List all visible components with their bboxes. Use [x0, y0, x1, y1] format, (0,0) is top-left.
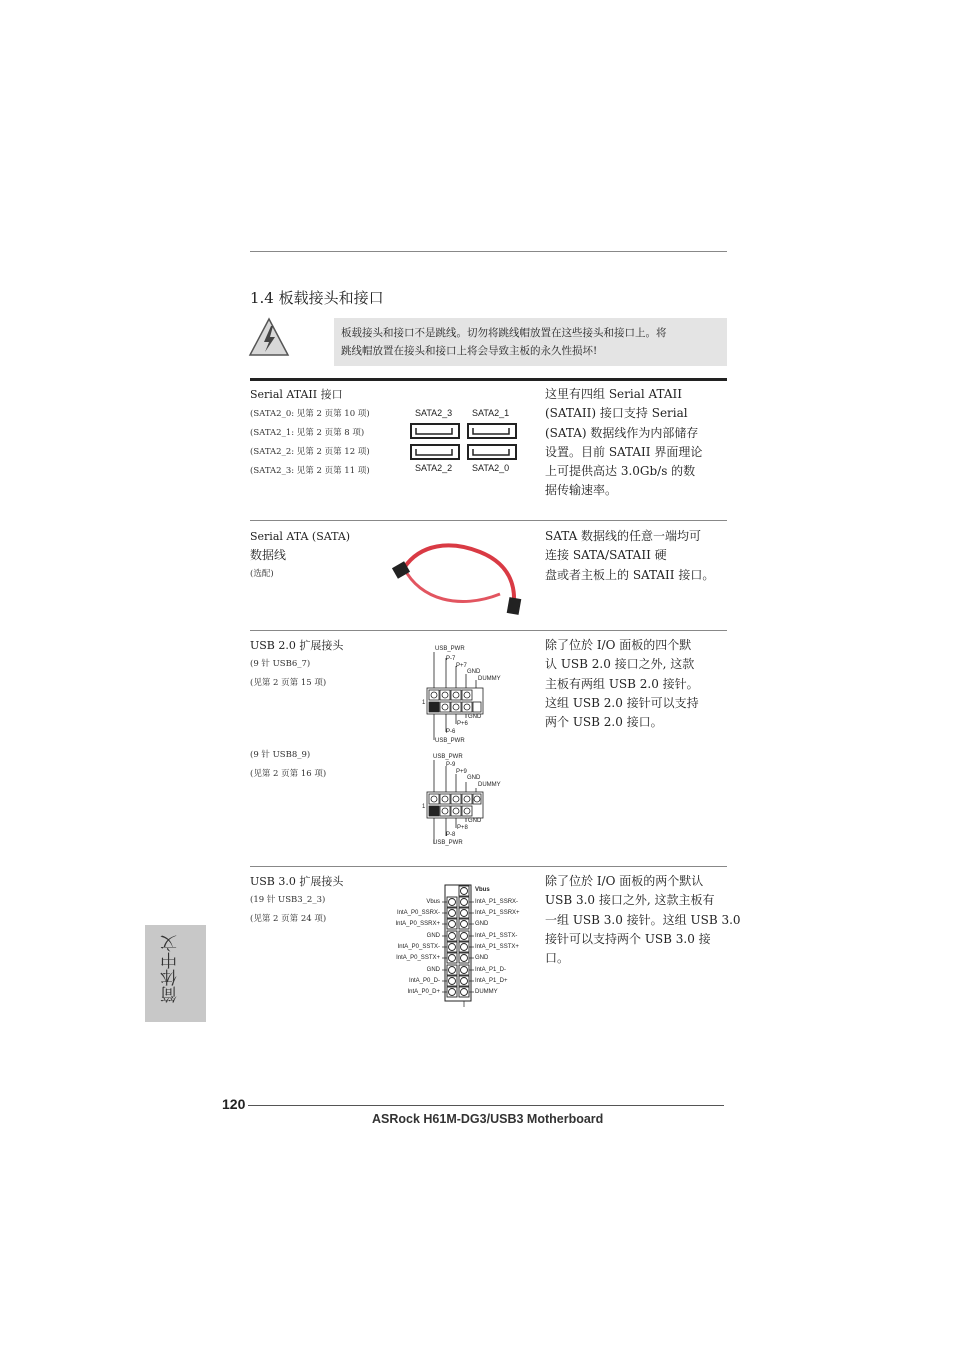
sata-cable-label-2: 数据线 [250, 548, 287, 562]
usb2-h2-top: USB_PWR [433, 754, 463, 760]
usb2-h2-p2: P+9 [456, 769, 467, 775]
footer-title: ASRock H61M-DG3/USB3 Motherboard [372, 1112, 604, 1126]
sata-desc-3: 设置。目前 SATAII 界面理论 [545, 444, 703, 459]
usb3-left-pin-2: IntA_P0_SSRX+ [395, 921, 440, 927]
usb2-h1-p4: P-6 [446, 729, 456, 735]
divider-2 [250, 630, 727, 631]
usb2-h1-p2: P+7 [456, 663, 467, 669]
usb2-h1-gnd2: GND [468, 714, 482, 720]
usb2-desc-3: 这组 USB 2.0 接针可以支持 [545, 695, 699, 710]
usb3-label: USB 3.0 扩展接头 [250, 875, 344, 888]
usb2-desc-1: 认 USB 2.0 接口之外, 这款 [545, 657, 695, 672]
usb3-right-pin-5: IntA_P1_SSTX+ [475, 944, 519, 950]
usb3-left-pin-3: GND [426, 933, 440, 939]
usb2-desc-2: 主板有两组 USB 2.0 接针。 [545, 676, 699, 691]
usb2-label: USB 2.0 扩展接头 [250, 639, 344, 652]
usb2-desc [545, 636, 699, 732]
usb2-h1-pin1: 1 [422, 700, 426, 706]
usb3-left-pin-5: IntA_P0_SSTX+ [396, 955, 440, 961]
usb3-right-pin-7: IntA_P1_D- [475, 967, 507, 973]
sata-cable-desc [545, 527, 714, 585]
sata-conn-refs [250, 405, 370, 481]
sata-cable-note: (选配) [250, 569, 274, 579]
usb2-ref1b: (见第 2 页第 15 项) [250, 678, 327, 688]
usb3-desc [545, 872, 741, 968]
sata-desc-2: (SATA) 数据线作为内部储存 [545, 425, 699, 440]
usb3-right-pin-2: IntA_P1_SSRX+ [475, 910, 520, 916]
usb3-left-pin-0: Vbus [426, 899, 440, 905]
warning-line-1: 板载接头和接口不是跳线。切勿将跳线帽放置在这些接头和接口上。将 [341, 327, 667, 339]
sata-conn-desc [545, 385, 702, 501]
usb3-right-pin-0: Vbus [475, 887, 490, 893]
usb2-header-2 [420, 752, 530, 852]
sata-cable-desc-1: 连接 SATA/SATAII 硬 [545, 548, 667, 563]
sata-connectors-diagram [408, 421, 520, 463]
usb3-right-pin-4: IntA_P1_SSTX- [475, 933, 518, 939]
warning-line-2: 跳线帽放置在接头和接口上将会导致主板的永久性损坏! [341, 345, 598, 357]
sata-cable-desc-2: 盘或者主板上的 SATAII 接口。 [545, 567, 715, 582]
usb3-right-pin-8: IntA_P1_D+ [475, 978, 508, 984]
usb2-h2-p1: P-9 [446, 762, 456, 768]
usb3-desc-2: 一组 USB 3.0 接针。这组 USB 3.0 [545, 912, 741, 927]
warning-text [341, 324, 721, 360]
usb2-h1-top: USB_PWR [435, 646, 465, 652]
usb2-h2-pin1: 1 [422, 804, 426, 810]
usb2-ref1a: (9 针 USB6_7) [250, 659, 311, 669]
sata-port-tr-label: SATA2_1 [472, 408, 510, 418]
usb2-h1-bottom: USB_PWR [435, 738, 465, 744]
sata-cable-label-1: Serial ATA (SATA) [250, 530, 351, 543]
sata-conn-label: Serial ATAII 接口 [250, 388, 343, 401]
usb3-right-pin-6: GND [475, 955, 489, 961]
usb2-ref2a: (9 针 USB8_9) [250, 750, 311, 760]
usb2-header-1-pins [420, 644, 530, 748]
usb2-ref2b: (见第 2 页第 16 项) [250, 769, 327, 779]
usb2-h2-gnd2: GND [468, 818, 482, 824]
usb3-left-pin-8: IntA_P0_D+ [407, 989, 440, 995]
footer-rule [248, 1105, 724, 1106]
usb3-right-pin-3: GND [475, 921, 489, 927]
usb2-h2-p4: P-8 [446, 832, 456, 838]
side-tab-text: 简体中文 [161, 935, 181, 1003]
sata-ref-1: (SATA2_1: 见第 2 页第 8 项) [250, 428, 365, 438]
usb3-ref2: (见第 2 页第 24 项) [250, 914, 327, 924]
usb3-left-pin-4: IntA_P0_SSTX- [397, 944, 440, 950]
section-top-thick-rule [250, 378, 727, 381]
usb2-h1-dummy: DUMMY [478, 676, 501, 682]
usb3-desc-4: 口。 [545, 951, 570, 966]
usb2-header-1 [420, 644, 530, 748]
divider-1 [250, 520, 727, 521]
sata-port-bl-label: SATA2_2 [415, 463, 453, 473]
usb2-h1-p1: P-7 [446, 656, 456, 662]
sata-desc-5: 据传输速率。 [545, 483, 618, 498]
warning-icon [248, 317, 290, 357]
sata-desc-0: 这里有四组 Serial ATAII [545, 387, 683, 401]
usb3-left-pin-1: IntA_P0_SSRX- [396, 910, 440, 916]
usb3-right-pin-1: IntA_P1_SSRX- [475, 899, 519, 905]
sata-port-tl-label: SATA2_3 [415, 408, 453, 418]
usb3-left-pin-6: GND [426, 967, 440, 973]
usb3-right-pin-9: DUMMY [475, 989, 498, 995]
usb2-h2-p3: P+8 [457, 825, 468, 831]
top-rule [250, 251, 727, 252]
sata-cable-image [390, 540, 530, 620]
usb2-header-2-pins [420, 752, 530, 852]
usb3-desc-3: 接针可以支持两个 USB 3.0 接 [545, 931, 711, 946]
sata-desc-4: 上可提供高达 3.0Gb/s 的数 [545, 464, 696, 479]
usb2-h1-gnd: GND [467, 669, 481, 675]
sata-ref-3: (SATA2_3: 见第 2 页第 11 项) [250, 466, 370, 476]
sata-ref-0: (SATA2_0: 见第 2 页第 10 项) [250, 409, 370, 419]
usb2-desc-0: 除了位於 I/O 面板的四个默 [545, 638, 692, 652]
page-number: 120 [222, 1096, 246, 1112]
usb3-desc-0: 除了位於 I/O 面板的两个默认 [545, 874, 704, 888]
usb3-ref1: (19 针 USB3_2_3) [250, 895, 326, 905]
sata-cable-desc-0: SATA 数据线的任意一端均可 [545, 529, 702, 543]
usb2-h2-gnd: GND [467, 775, 481, 781]
sata-desc-1: (SATAII) 接口支持 Serial [545, 406, 688, 421]
usb2-h2-bottom: USB_PWR [433, 840, 463, 846]
usb3-left-pin-7: IntA_P0_D- [408, 978, 440, 984]
usb2-h2-dummy: DUMMY [478, 782, 501, 788]
language-side-tab [145, 925, 206, 1022]
usb3-header [380, 882, 540, 1012]
section-title: 1.4 板载接头和接口 [250, 289, 384, 307]
usb2-desc-4: 两个 USB 2.0 接口。 [545, 715, 663, 730]
usb2-h1-p3: P+6 [457, 721, 468, 727]
sata-port-br-label: SATA2_0 [472, 463, 510, 473]
divider-3 [250, 866, 727, 867]
usb3-desc-1: USB 3.0 接口之外, 这款主板有 [545, 893, 715, 908]
sata-ref-2: (SATA2_2: 见第 2 页第 12 项) [250, 447, 370, 457]
